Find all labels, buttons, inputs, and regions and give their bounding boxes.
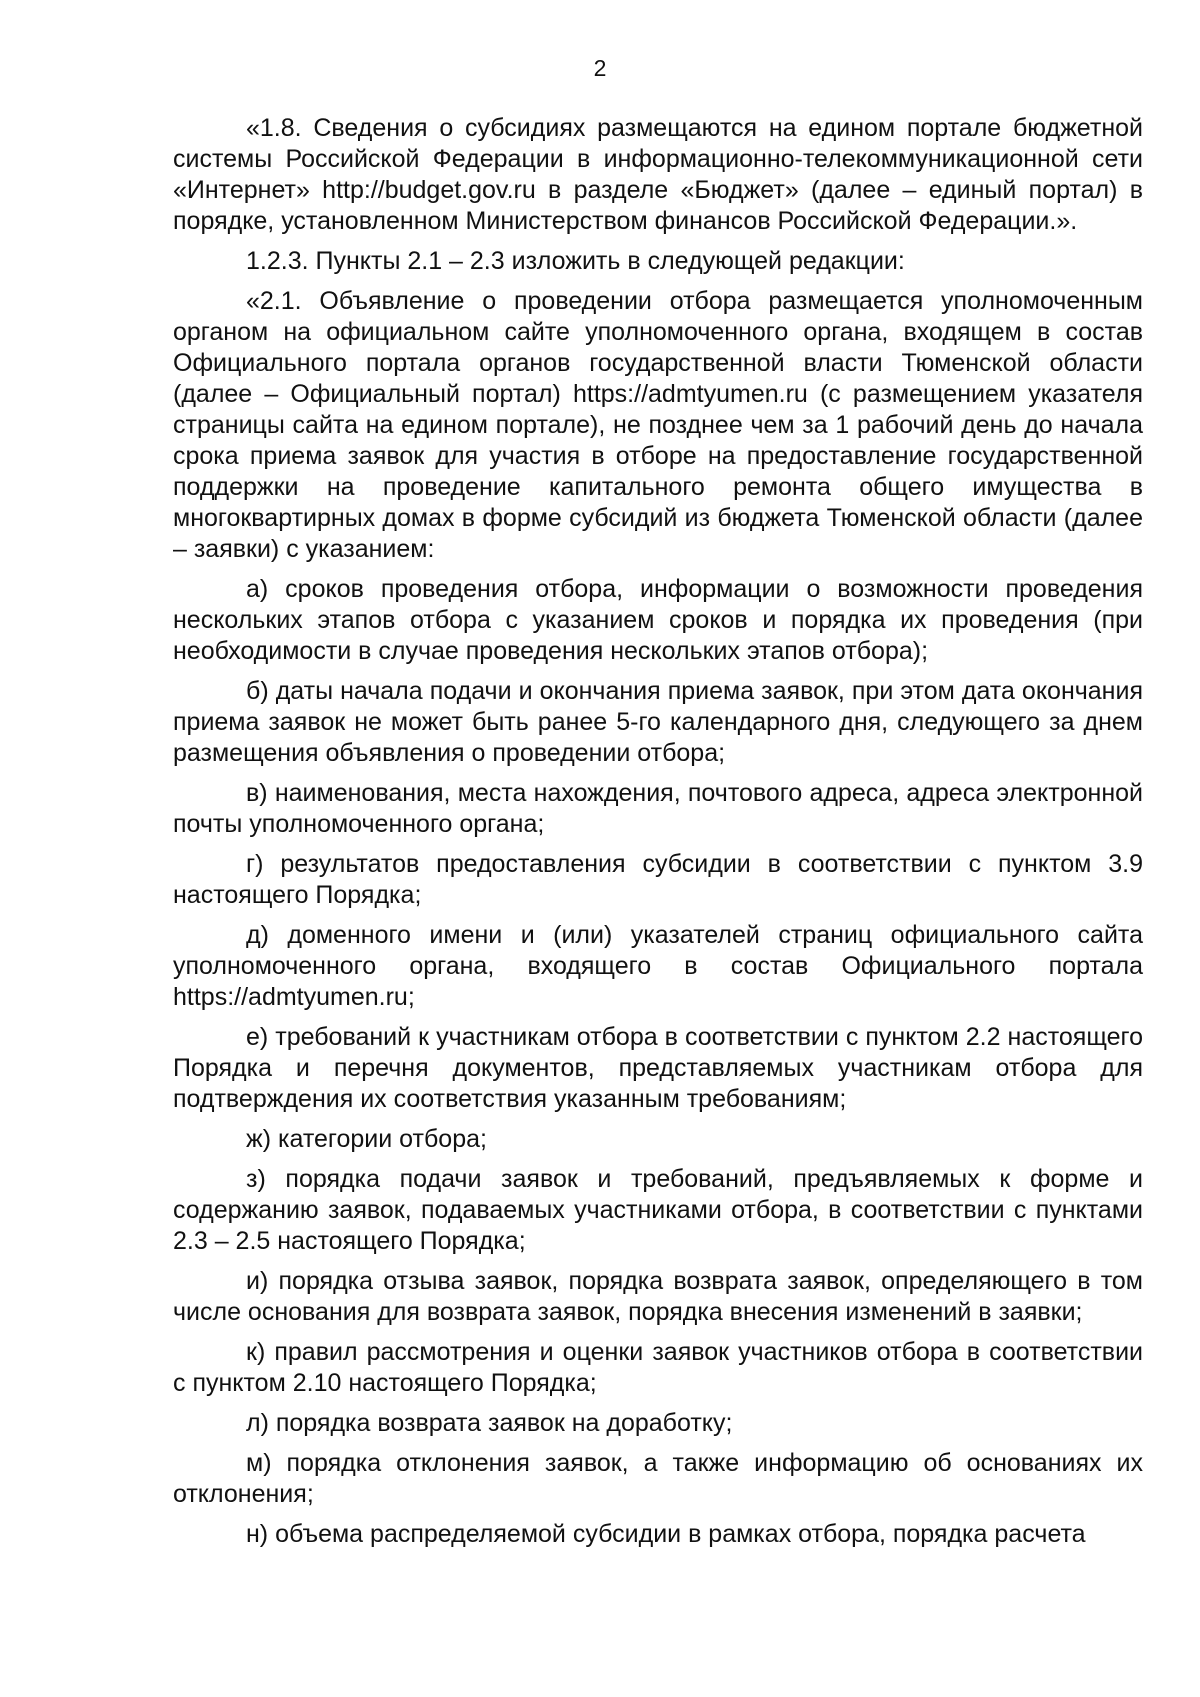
list-item-d: д) доменного имени и (или) указателей страниц официального сайта уполномоченного органа, входящего в состав Официального портала https://admtyumen.ru; bbox=[173, 921, 1143, 1011]
list-item-a: а) сроков проведения отбора, информации о возможности проведения нескольких этапов отбора с указанием сроков и порядка их проведения (при необходимости в случае проведения нескольких этапов отбора); bbox=[173, 575, 1143, 665]
paragraph-1-8-subsidy-info: «1.8. Сведения о субсидиях размещаются на едином портале бюджетной системы Российской Федерации в информационно-телекоммуникационной сети «Интернет» http://budget.gov.ru в разделе «Бюджет» (далее – единый портал) в порядке, установленном Министерством финансов Российской Федерации.». bbox=[173, 114, 1143, 235]
list-item-z: з) порядка подачи заявок и требований, предъявляемых к форме и содержанию заявок, подаваемых участниками отбора, в соответствии с пунктами 2.3 – 2.5 настоящего Порядка; bbox=[173, 1165, 1143, 1255]
list-item-n: н) объема распределяемой субсидии в рамках отбора, порядка расчета bbox=[246, 1520, 1086, 1548]
list-item-m: м) порядка отклонения заявок, а также информацию об основаниях их отклонения; bbox=[173, 1449, 1143, 1508]
list-item-l: л) порядка возврата заявок на доработку; bbox=[246, 1409, 733, 1437]
list-item-i: и) порядка отзыва заявок, порядка возврата заявок, определяющего в том числе основания для возврата заявок, порядка внесения изменений в заявки; bbox=[173, 1267, 1143, 1326]
document-body bbox=[173, 113, 1143, 1559]
list-item-k: к) правил рассмотрения и оценки заявок участников отбора в соответствии с пунктом 2.10 настоящего Порядка; bbox=[173, 1338, 1143, 1397]
list-item-b: б) даты начала подачи и окончания приема заявок, при этом дата окончания приема заявок не может быть ранее 5-го календарного дня, следующего за днем размещения объявления о проведении отбора; bbox=[173, 677, 1143, 767]
list-item-v: в) наименования, места нахождения, почтового адреса, адреса электронной почты уполномоченного органа; bbox=[173, 779, 1143, 838]
page-number: 2 bbox=[593, 55, 607, 81]
paragraph-1-2-3-amendment: 1.2.3. Пункты 2.1 – 2.3 изложить в следующей редакции: bbox=[246, 247, 905, 275]
list-item-g: г) результатов предоставления субсидии в соответствии с пунктом 3.9 настоящего Порядка; bbox=[173, 850, 1143, 909]
list-item-zh: ж) категории отбора; bbox=[246, 1125, 487, 1153]
list-item-e: е) требований к участникам отбора в соответствии с пунктом 2.2 настоящего Порядка и перечня документов, представляемых участникам отбора для подтверждения их соответствия указанным требованиям; bbox=[173, 1023, 1143, 1113]
paragraph-2-1-announcement: «2.1. Объявление о проведении отбора размещается уполномоченным органом на официальном сайте уполномоченного органа, входящем в состав Официального портала органов государственной власти Тюменской области (далее – Официальный портал) https://admtyumen.ru (с размещением указателя страницы сайта на едином портале), не позднее чем за 1 рабочий день до начала срока приема заявок для участия в отборе на предоставление государственной поддержки на проведение капитального ремонта общего имущества в многоквартирных домах в форме субсидий из бюджета Тюменской области (далее – заявки) с указанием: bbox=[173, 287, 1143, 563]
